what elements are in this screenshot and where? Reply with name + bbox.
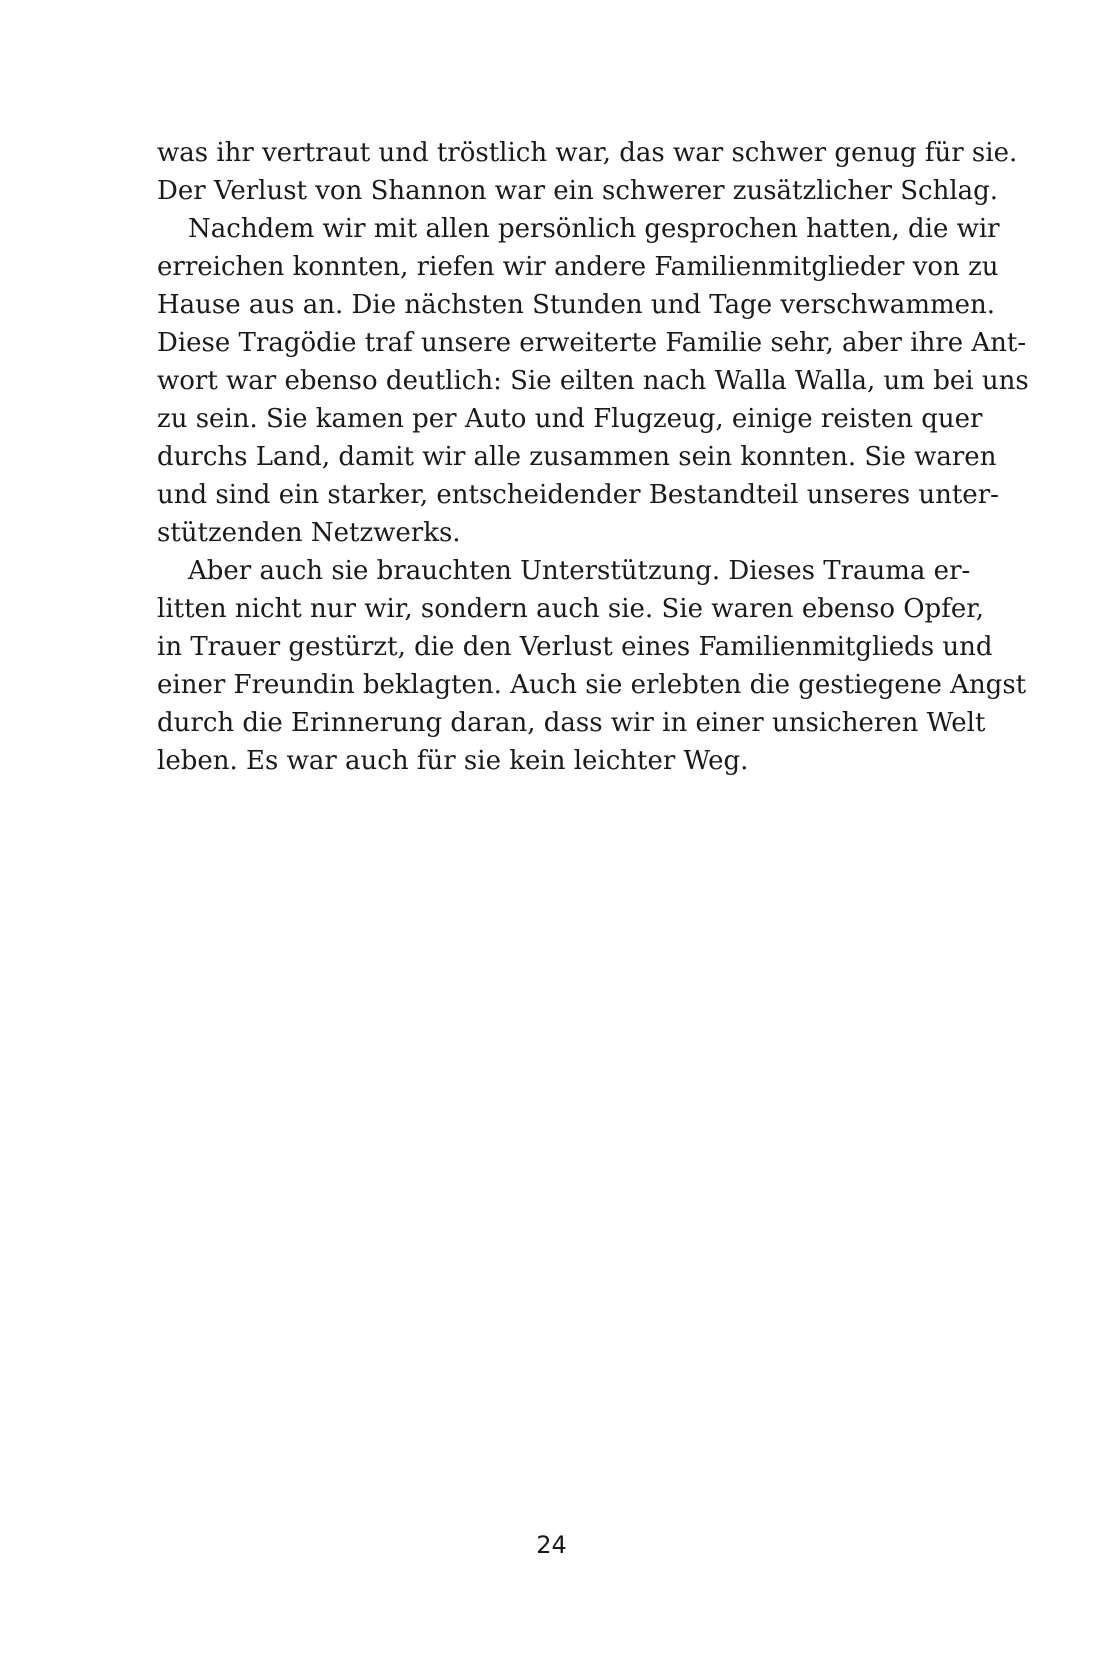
text-line: und sind ein starker, entscheidender Bestandteil unseres unter- [157,480,999,510]
body-text [157,134,1029,780]
text-line: was ihr vertraut und tröstlich war, das war schwer genug für sie. [157,138,1018,168]
text-line: durch die Erinnerung daran, dass wir in einer unsicheren Welt [157,708,986,738]
text-line: in Trauer gestürzt, die den Verlust eines Familienmitglieds und [157,632,993,662]
text-line: erreichen konnten, riefen wir andere Familienmitglieder von zu [157,252,999,282]
page-number: 24 [536,1531,567,1559]
text-line: Nachdem wir mit allen persönlich gesprochen hatten, die wir [188,214,1000,244]
text-line: litten nicht nur wir, sondern auch sie. Sie waren ebenso Opfer, [157,594,985,624]
text-line: Der Verlust von Shannon war ein schwerer zusätzlicher Schlag. [157,176,999,206]
text-line: stützenden Netzwerks. [157,518,461,548]
text-line: Hause aus an. Die nächsten Stunden und Tage verschwammen. [157,290,996,320]
text-line: Aber auch sie brauchten Unterstützung. Dieses Trauma er- [188,556,971,586]
text-line: leben. Es war auch für sie kein leichter Weg. [157,746,749,776]
text-line: einer Freundin beklagten. Auch sie erlebten die gestiegene Angst [157,670,1027,700]
text-line: wort war ebenso deutlich: Sie eilten nach Walla Walla, um bei uns [157,366,1029,396]
text-line: durchs Land, damit wir alle zusammen sein konnten. Sie waren [157,442,997,472]
text-line: zu sein. Sie kamen per Auto und Flugzeug, einige reisten quer [157,404,983,434]
text-line: Diese Tragödie traf unsere erweiterte Familie sehr, aber ihre Ant- [157,328,1027,358]
